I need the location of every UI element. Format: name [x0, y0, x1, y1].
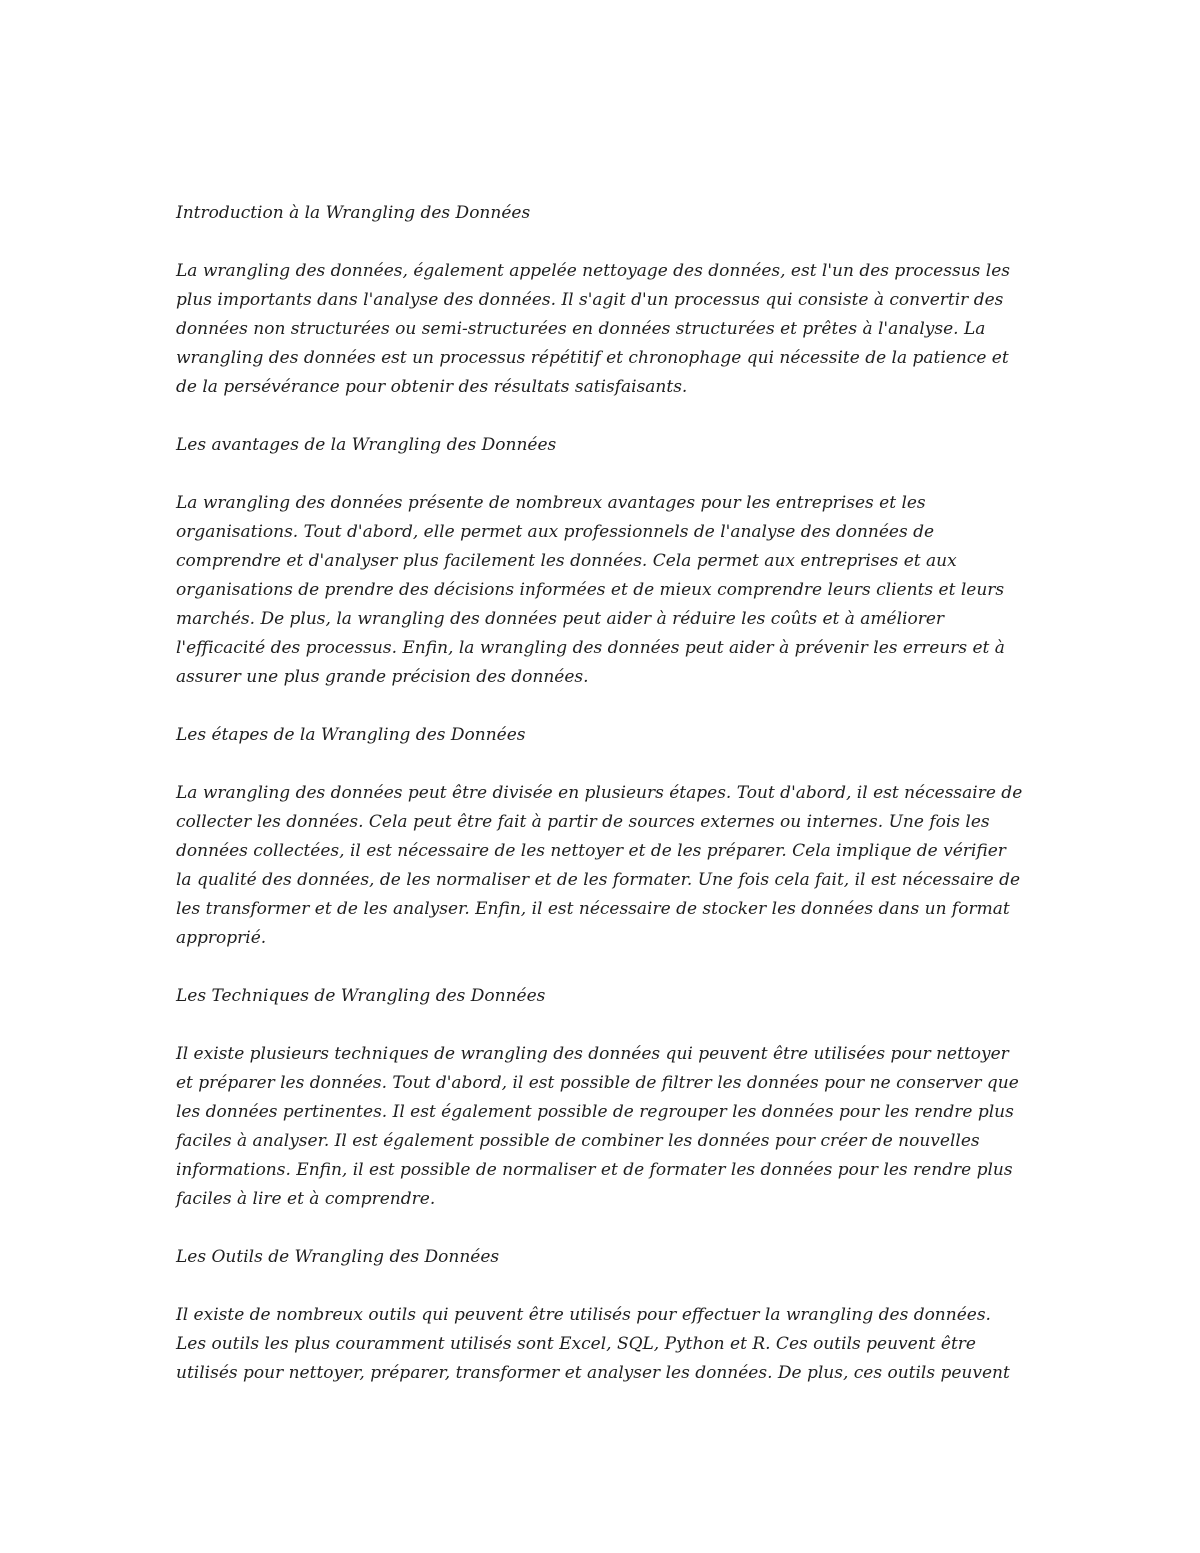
section-paragraph-avantages: La wrangling des données présente de nombreux avantages pour les entreprises et les organisations. Tout d'abord, elle permet aux professionnels de l'analyse des données de comprendre et d'analyser plus facilement les données. Cela permet aux entreprises et aux organisations de prendre des décisions informées et de mieux comprendre leurs clients et leurs marchés. De plus, la wrangling des données peut aider à réduire les coûts et à améliorer l'efficacité des processus. Enfin, la wrangling des données peut aider à prévenir les erreurs et à assurer une plus grande précision des données. [176, 493, 1005, 687]
section-heading-outils: Les Outils de Wrangling des Données [176, 1247, 500, 1267]
section-heading-etapes: Les étapes de la Wrangling des Données [176, 725, 526, 745]
section-paragraph-techniques: Il existe plusieurs techniques de wrangling des données qui peuvent être utilisées pour nettoyer et préparer les données. Tout d'abord, il est possible de filtrer les données pour ne conserver que les données pertinentes. Il est également possible de regrouper les données pour les rendre plus faciles à analyser. Il est également possible de combiner les données pour créer de nouvelles informations. Enfin, il est possible de normaliser et de formater les données pour les rendre plus faciles à lire et à comprendre. [176, 1044, 1019, 1209]
section-heading-techniques: Les Techniques de Wrangling des Données [176, 986, 546, 1006]
section-heading-avantages: Les avantages de la Wrangling des Données [176, 435, 557, 455]
document-body [176, 199, 1026, 1417]
section-paragraph-outils: Il existe de nombreux outils qui peuvent être utilisés pour effectuer la wrangling des données. Les outils les plus couramment utilisés sont Excel, SQL, Python et R. Ces outils peuvent être utilisés pour nettoyer, préparer, transformer et analyser les données. De plus, ces outils peuvent [176, 1305, 1010, 1383]
section-paragraph-introduction: La wrangling des données, également appelée nettoyage des données, est l'un des processus les plus importants dans l'analyse des données. Il s'agit d'un processus qui consiste à convertir des données non structurées ou semi-structurées en données structurées et prêtes à l'analyse. La wrangling des données est un processus répétitif et chronophage qui nécessite de la patience et de la persévérance pour obtenir des résultats satisfaisants. [176, 261, 1010, 397]
section-paragraph-etapes: La wrangling des données peut être divisée en plusieurs étapes. Tout d'abord, il est nécessaire de collecter les données. Cela peut être fait à partir de sources externes ou internes. Une fois les données collectées, il est nécessaire de les nettoyer et de les préparer. Cela implique de vérifier la qualité des données, de les normaliser et de les formater. Une fois cela fait, il est nécessaire de les transformer et de les analyser. Enfin, il est nécessaire de stocker les données dans un format approprié. [176, 783, 1023, 948]
section-heading-introduction: Introduction à la Wrangling des Données [176, 203, 531, 223]
